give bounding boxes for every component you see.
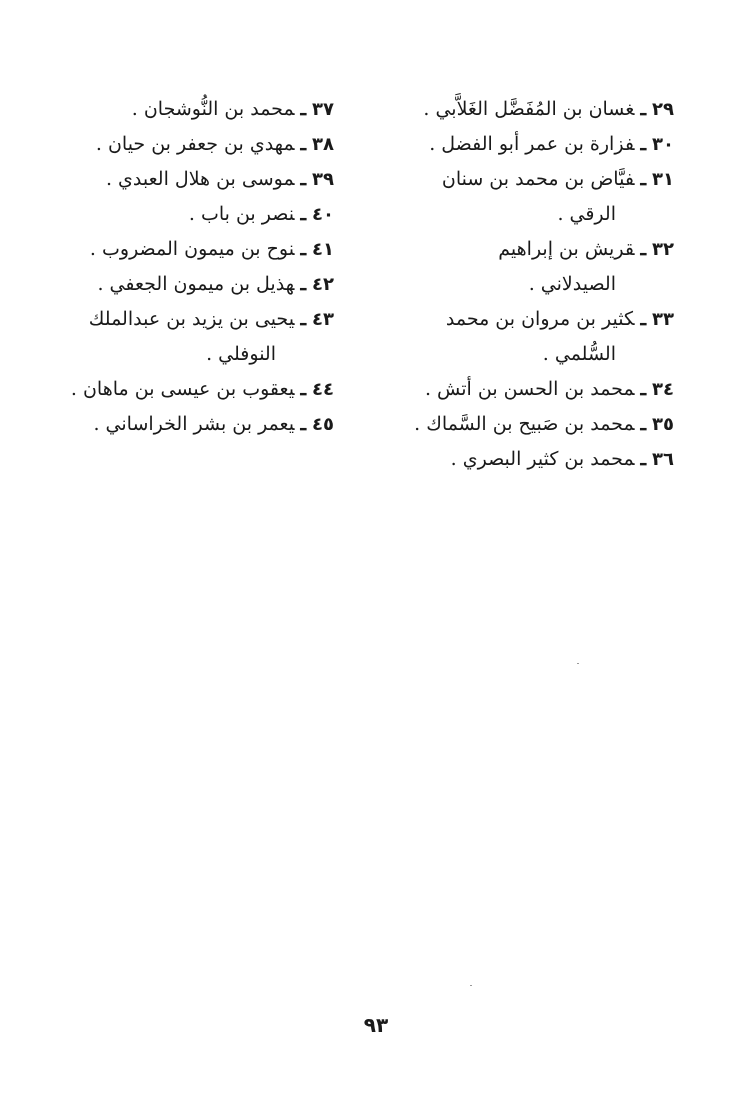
list-item	[72, 407, 334, 442]
list-item	[412, 302, 674, 372]
list-item	[412, 162, 674, 232]
entry-text: محمد بن الحسن بن أتش .	[424, 378, 635, 400]
list-item	[72, 267, 334, 302]
list-item	[412, 127, 674, 162]
entry-separator: ـ	[640, 448, 647, 470]
entry-number: ٣٠	[652, 134, 674, 155]
entry-number: ٣٤	[652, 379, 674, 400]
entry-number: ٣٨	[312, 134, 334, 155]
entry-separator: ـ	[300, 168, 307, 190]
list-item	[72, 197, 334, 232]
entry-text: نصر بن باب .	[188, 203, 295, 225]
entry-separator: ـ	[300, 378, 307, 400]
page-number: ٩٣	[363, 1013, 389, 1037]
entry-number: ٢٩	[652, 99, 674, 120]
entry-separator: ـ	[300, 98, 307, 120]
entry-text: هذيل بن ميمون الجعفي .	[97, 273, 295, 295]
list-item	[72, 372, 334, 407]
entry-number: ٣١	[652, 169, 674, 190]
entry-text: قريش بن إبراهيم	[498, 238, 635, 260]
list-item	[72, 162, 334, 197]
entry-text: كثير بن مروان بن محمد	[445, 308, 635, 330]
list-item	[72, 92, 334, 127]
entry-text: يحيى بن يزيد بن عبدالملك	[88, 308, 295, 330]
entry-text: محمد بن النُّوشجان .	[131, 98, 295, 120]
entry-text: مهدي بن جعفر بن حيان .	[95, 133, 295, 155]
entry-number: ٤٠	[312, 204, 334, 225]
entry-separator: ـ	[640, 308, 647, 330]
entry-separator: ـ	[300, 413, 307, 435]
entry-separator: ـ	[300, 238, 307, 260]
entry-separator: ـ	[640, 413, 647, 435]
entry-number: ٣٥	[652, 414, 674, 435]
entry-text: نوح بن ميمون المضروب .	[89, 238, 295, 260]
entry-number: ٤٢	[312, 274, 334, 295]
list-item	[72, 127, 334, 162]
list-item	[412, 232, 674, 302]
list-item	[412, 442, 674, 477]
entry-number: ٣٧	[312, 99, 334, 120]
list-item	[72, 302, 334, 372]
entry-text: محمد بن كثير البصري .	[450, 448, 635, 470]
entry-text: محمد بن صَبيح بن السَّماك .	[414, 413, 635, 435]
entry-number: ٣٢	[652, 239, 674, 260]
scan-speck	[577, 663, 579, 664]
entry-separator: ـ	[640, 168, 647, 190]
entry-continuation: النوفلي .	[206, 343, 276, 365]
entry-text: غسان بن المُفَضَّل الغَلاَّبي .	[423, 98, 635, 120]
entry-continuation: الرقي .	[557, 203, 616, 225]
entry-separator: ـ	[300, 133, 307, 155]
entry-separator: ـ	[640, 133, 647, 155]
entry-text: فزارة بن عمر أبو الفضل .	[429, 133, 635, 155]
narrator-list-right-column	[412, 92, 674, 477]
list-item	[412, 407, 674, 442]
entry-separator: ـ	[300, 203, 307, 225]
entry-number: ٤١	[312, 239, 334, 260]
entry-number: ٣٦	[652, 449, 674, 470]
entry-continuation: السُّلمي .	[542, 343, 616, 365]
entry-separator: ـ	[640, 238, 647, 260]
entry-text: يعمر بن بشر الخراساني .	[93, 413, 295, 435]
entry-continuation: الصيدلاني .	[528, 273, 616, 295]
entry-separator: ـ	[300, 308, 307, 330]
entry-separator: ـ	[640, 98, 647, 120]
narrator-list-left-column	[72, 92, 334, 442]
list-item	[412, 92, 674, 127]
entry-number: ٣٣	[652, 309, 674, 330]
entry-text: موسى بن هلال العبدي .	[105, 168, 295, 190]
entry-separator: ـ	[300, 273, 307, 295]
entry-text: فيَّاض بن محمد بن سنان	[441, 168, 635, 190]
scan-speck	[470, 985, 472, 986]
entry-number: ٤٤	[312, 379, 334, 400]
entry-number: ٤٣	[312, 309, 334, 330]
entry-text: يعقوب بن عيسى بن ماهان .	[70, 378, 295, 400]
entry-number: ٣٩	[312, 169, 334, 190]
list-item	[412, 372, 674, 407]
entry-number: ٤٥	[312, 414, 334, 435]
list-item	[72, 232, 334, 267]
entry-separator: ـ	[640, 378, 647, 400]
